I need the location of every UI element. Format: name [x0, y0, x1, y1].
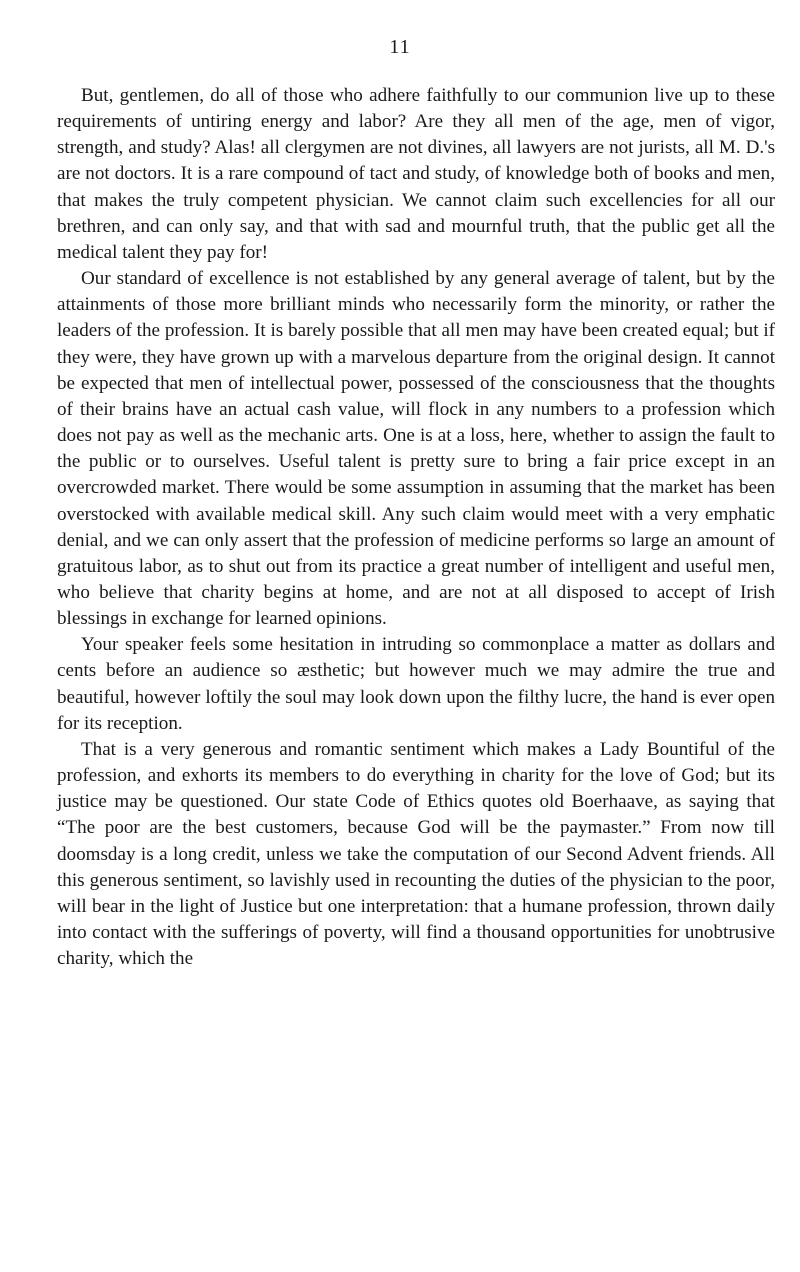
paragraph-2: Our standard of excellence is not established by any general average of talent, but by the attainments of those more brilliant minds who necessarily form the minority, or rather the leaders of the profession. It is barely possible that all men may have been created equal; but if they were, they have grown up with a marvelous departure from the original design. It cannot be expected that men of intellectual power, possessed of the consciousness that the thoughts of their brains have an actual cash value, will flock in any numbers to a profession which does not pay as well as the mechanic arts. One is at a loss, here, whether to assign the fault to the public or to ourselves. Useful talent is pretty sure to bring a fair price except in an overcrowded market. There would be some assumption in assuming that the market has been overstocked with available medical skill. Any such claim would meet with a very emphatic denial, and we can only assert that the profession of medicine performs so large an amount of gratuitous labor, as to shut out from its practice a great number of intelligent and useful men, who believe that charity begins at home, and are not at all disposed to accept of Irish blessings in exchange for learned opinions. [57, 268, 775, 630]
paragraph-3: Your speaker feels some hesitation in intruding so commonplace a matter as dollars and cents before an audience so æsthetic; but however much we may admire the true and beautiful, however loftily the soul may look down upon the filthy lucre, the hand is ever open for its reception. [57, 634, 775, 734]
page-number: 11 [389, 36, 411, 58]
paragraph-4: That is a very generous and romantic sentiment which makes a Lady Bountiful of the profession, and exhorts its members to do everything in charity for the love of God; but its justice may be questioned. Our state Code of Ethics quotes old Boerhaave, as saying that “The poor are the best customers, because God will be the paymaster.” From now till doomsday is a long credit, unless we take the computation of our Second Advent friends. All this generous sentiment, so lavishly used in recounting the duties of the physician to the poor, will bear in the light of Justice but one interpretation: that a humane profession, thrown daily into contact with the sufferings of poverty, will find a thousand opportunities for unobtrusive charity, which the [57, 738, 775, 970]
paragraph-1: But, gentlemen, do all of those who adhere faithfully to our communion live up to these requirements of untiring energy and labor? Are they all men of the age, men of vigor, strength, and study? Alas! all clergymen are not divines, all lawyers are not jurists, all M. D.'s are not doctors. It is a rare compound of tact and study, of knowledge both of books and men, that makes the truly competent physician. We cannot claim such excellencies for all our brethren, and can only say, and that with sad and mournful truth, that the public get all the medical talent they pay for! [57, 85, 775, 263]
body-text [57, 83, 775, 972]
